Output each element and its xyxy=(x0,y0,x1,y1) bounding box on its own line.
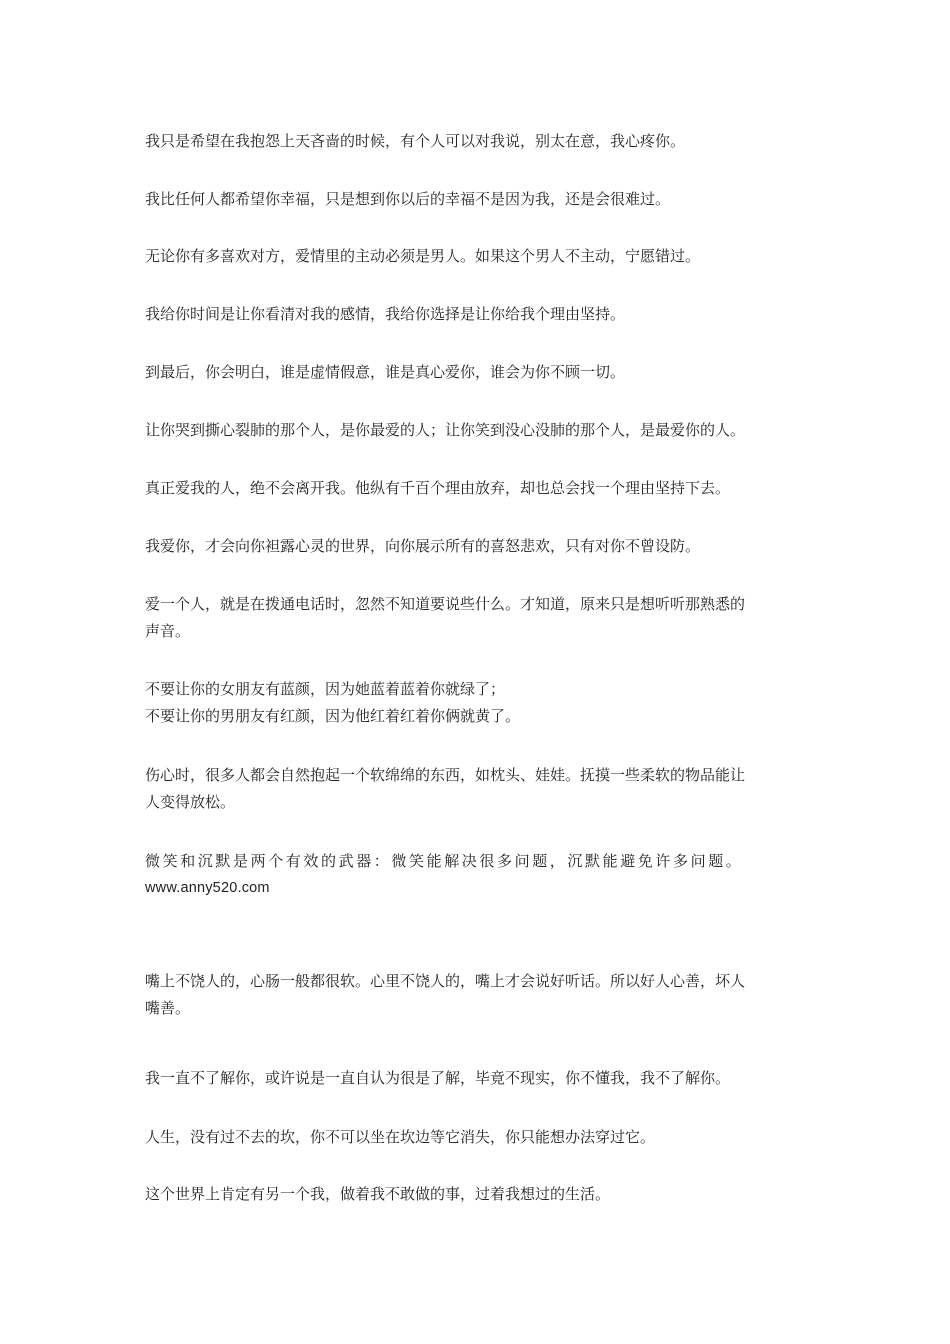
paragraph-16 xyxy=(145,1181,810,1208)
paragraph-line: 真正爱我的人，绝不会离开我。他纵有千百个理由放弃，却也总会找一个理由坚持下去。 xyxy=(145,479,731,497)
site-url-text: www.anny520.com xyxy=(145,880,270,896)
paragraph-6 xyxy=(145,417,810,444)
paragraph-10 xyxy=(145,676,810,730)
paragraph-15 xyxy=(145,1124,810,1151)
paragraph-line: 到最后，你会明白，谁是虚情假意，谁是真心爱你，谁会为你不顾一切。 xyxy=(145,363,626,381)
paragraph-4 xyxy=(145,301,810,328)
paragraph-line: 我给你时间是让你看清对我的感情，我给你选择是让你给我个理由坚持。 xyxy=(145,305,626,323)
paragraph-2 xyxy=(145,186,810,213)
paragraph-line: 我一直不了解你，或许说是一直自认为很是了解，毕竟不现实，你不懂我，我不了解你。 xyxy=(145,1069,731,1087)
paragraph-8 xyxy=(145,533,810,560)
paragraph-13 xyxy=(145,968,810,1022)
paragraph-line: 让你哭到撕心裂肺的那个人，是你最爱的人；让你笑到没心没肺的那个人，是最爱你的人。 xyxy=(145,421,746,439)
paragraph-line: 不要让你的男朋友有红颜，因为他红着红着你俩就黄了。 xyxy=(145,707,521,725)
paragraph-line: 声音。 xyxy=(145,622,191,640)
paragraph-11 xyxy=(145,762,810,816)
paragraph-line: 嘴上不饶人的，心肠一般都很软。心里不饶人的，嘴上才会说好听话。所以好人心善，坏人 xyxy=(145,972,746,990)
paragraph-line: 我爱你，才会向你袒露心灵的世界，向你展示所有的喜怒悲欢，只有对你不曾设防。 xyxy=(145,537,701,555)
paragraph-1 xyxy=(145,128,810,155)
paragraph-14 xyxy=(145,1065,810,1092)
paragraph-line: 伤心时，很多人都会自然抱起一个软绵绵的东西，如枕头、娃娃。抚摸一些柔软的物品能让 xyxy=(145,766,746,784)
paragraph-5 xyxy=(145,359,810,386)
paragraph-7 xyxy=(145,475,810,502)
paragraph-3 xyxy=(145,243,810,270)
paragraph-line: 不要让你的女朋友有蓝颜，因为她蓝着蓝着你就绿了； xyxy=(145,680,506,698)
paragraph-9 xyxy=(145,591,810,645)
paragraph-line: 我比任何人都希望你幸福，只是想到你以后的幸福不是因为我，还是会很难过。 xyxy=(145,190,671,208)
paragraph-12 xyxy=(145,848,810,902)
paragraph-line: 无论你有多喜欢对方，爱情里的主动必须是男人。如果这个男人不主动，宁愿错过。 xyxy=(145,247,701,265)
paragraph-line: 微笑和沉默是两个有效的武器：微笑能解决很多问题，沉默能避免许多问题。 xyxy=(145,852,744,870)
paragraph-line: 人变得放松。 xyxy=(145,793,236,811)
paragraph-line: 爱一个人，就是在拨通电话时，忽然不知道要说些什么。才知道，原来只是想听听那熟悉的 xyxy=(145,595,746,613)
paragraph-line: 人生，没有过不去的坎，你不可以坐在坎边等它消失，你只能想办法穿过它。 xyxy=(145,1128,656,1146)
paragraph-line: 我只是希望在我抱怨上天吝啬的时候，有个人可以对我说，别太在意，我心疼你。 xyxy=(145,132,686,150)
paragraph-line: 嘴善。 xyxy=(145,999,191,1017)
paragraph-line: 这个世界上肯定有另一个我，做着我不敢做的事，过着我想过的生活。 xyxy=(145,1185,611,1203)
